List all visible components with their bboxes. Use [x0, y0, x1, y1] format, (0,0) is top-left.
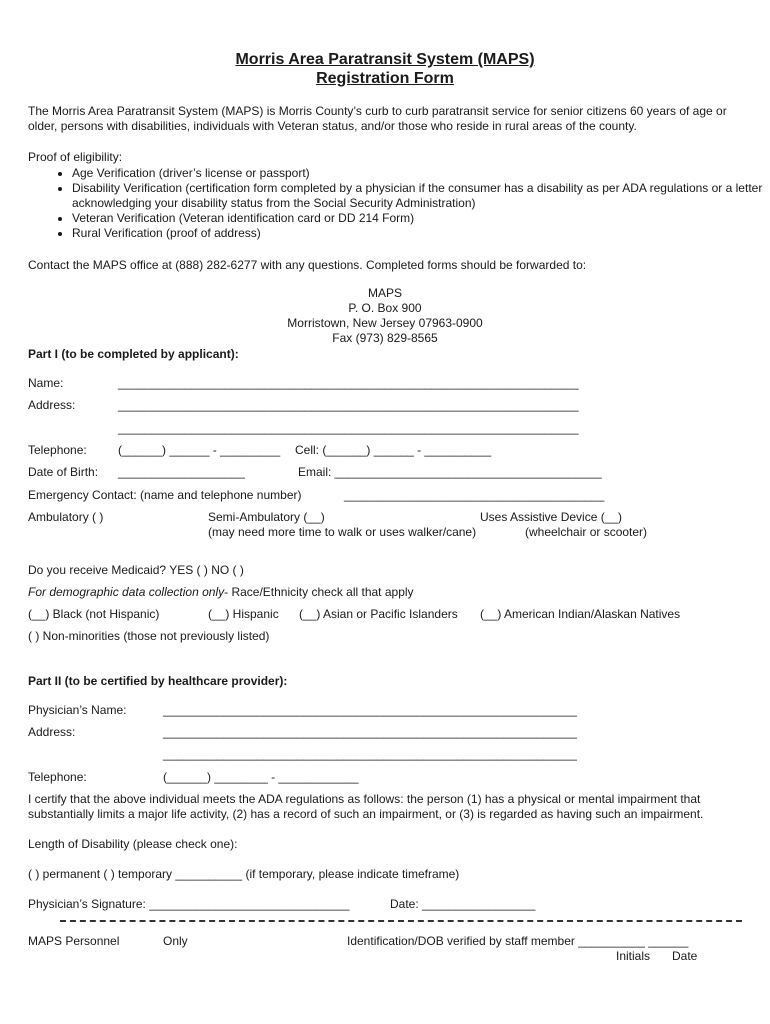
demographic-note: [28, 585, 414, 600]
physician-name-field[interactable]: ______________________________________________________________: [163, 703, 577, 717]
address-po-box: P. O. Box 900: [348, 301, 422, 315]
cell-field[interactable]: Cell: (______) ______ - __________: [295, 443, 492, 457]
dob-field[interactable]: ___________________: [118, 465, 245, 479]
demographic-note-rest: - Race/Ethnicity check all that apply: [224, 585, 414, 599]
semi-ambulatory-note: (may need more time to walk or uses walker/cane): [208, 525, 477, 539]
demographic-note-italic: For demographic data collection only: [28, 585, 225, 599]
form-title: Morris Area Paratransit System (MAPS): [235, 51, 535, 68]
office-use-only-label: Only: [163, 934, 188, 948]
signature-date-field[interactable]: Date: _________________: [390, 897, 536, 911]
physician-address-label: Address:: [28, 725, 76, 739]
race-asian-checkbox[interactable]: (__) Asian or Pacific Islanders: [299, 607, 458, 621]
intro-paragraph: The Morris Area Paratransit System (MAPS) is Morris County’s curb to curb paratransit service for senior citizens 60 years of age or older, persons with disabilities, individuals with Veteran status, and/or those who reside in rural areas of the county.: [28, 104, 727, 133]
staff-verification-field[interactable]: Identification/DOB verified by staff member __________ ______: [347, 934, 689, 948]
eligibility-list: [28, 166, 770, 241]
ambulatory-checkbox[interactable]: Ambulatory ( ): [28, 510, 104, 524]
assistive-device-note: (wheelchair or scooter): [525, 525, 648, 539]
name-label: Name:: [28, 376, 64, 390]
physician-telephone-label: Telephone:: [28, 770, 87, 784]
medicaid-question[interactable]: Do you receive Medicaid? YES ( ) NO ( ): [28, 563, 244, 577]
maps-personnel-label: MAPS Personnel: [28, 934, 120, 948]
office-use-divider: [60, 920, 742, 922]
eligibility-item-rural: • Rural Verification (proof of address): [72, 226, 770, 241]
dob-label: Date of Birth:: [28, 465, 99, 479]
initials-caption: Initials: [616, 949, 651, 963]
eligibility-item-veteran: • Veteran Verification (Veteran identification card or DD 214 Form): [72, 211, 770, 226]
length-of-disability-label: Length of Disability (please check one):: [28, 837, 238, 851]
assistive-device-checkbox[interactable]: Uses Assistive Device (__): [480, 510, 623, 524]
address-maps: MAPS: [367, 286, 402, 300]
form-subtitle: Registration Form: [316, 70, 454, 87]
address-field-line2[interactable]: _____________________________________________________________________: [118, 421, 579, 435]
emergency-contact-field[interactable]: _______________________________________: [344, 488, 605, 502]
address-field-line1[interactable]: _____________________________________________________________________: [118, 398, 579, 412]
eligibility-item-disability: • Disability Verification (certification form completed by a physician if the consumer has a disability as per ADA regulations or a letter acknowledging your disability status from the Social Security Administration): [72, 181, 770, 211]
physician-telephone-field[interactable]: (______) ________ - ____________: [163, 770, 359, 784]
address-fax: Fax (973) 829-8565: [332, 331, 438, 345]
ada-certification-paragraph: I certify that the above individual meets the ADA regulations as follows: the person (1) has a physical or mental impairment that substantially limits a major life activity, (2) has a record of such an impairment, or (3) is regarded as having such an impairment.: [28, 792, 704, 821]
length-of-disability-options[interactable]: ( ) permanent ( ) temporary __________ (if temporary, please indicate timeframe): [28, 867, 460, 881]
date-caption: Date: [672, 949, 698, 963]
address-label: Address:: [28, 398, 76, 412]
physician-address-field-line2[interactable]: ______________________________________________________________: [163, 747, 577, 761]
race-hispanic-checkbox[interactable]: (__) Hispanic: [208, 607, 279, 621]
emergency-contact-label: Emergency Contact: (name and telephone number): [28, 488, 302, 502]
part1-heading: Part I (to be completed by applicant):: [28, 347, 239, 361]
telephone-label: Telephone:: [28, 443, 87, 457]
eligibility-item-age: • Age Verification (driver’s license or passport): [72, 166, 770, 181]
eligibility-heading: Proof of eligibility:: [28, 150, 123, 164]
email-field[interactable]: Email: ________________________________________: [298, 465, 602, 479]
physician-name-label: Physician’s Name:: [28, 703, 127, 717]
name-field[interactable]: _____________________________________________________________________: [118, 376, 579, 390]
semi-ambulatory-checkbox[interactable]: Semi-Ambulatory (__): [208, 510, 325, 524]
contact-line: Contact the MAPS office at (888) 282-6277 with any questions. Completed forms should be forwarded to:: [28, 258, 587, 272]
race-black-checkbox[interactable]: (__) Black (not Hispanic): [28, 607, 160, 621]
race-native-checkbox[interactable]: (__) American Indian/Alaskan Natives: [480, 607, 681, 621]
telephone-field[interactable]: (______) ______ - _________: [118, 443, 281, 457]
part2-heading: Part II (to be certified by healthcare provider):: [28, 674, 288, 688]
race-nonminority-checkbox[interactable]: ( ) Non-minorities (those not previously listed): [28, 629, 270, 643]
physician-signature-field[interactable]: Physician’s Signature: ______________________________: [28, 897, 350, 911]
physician-address-field-line1[interactable]: ______________________________________________________________: [163, 725, 577, 739]
address-city: Morristown, New Jersey 07963-0900: [287, 316, 483, 330]
